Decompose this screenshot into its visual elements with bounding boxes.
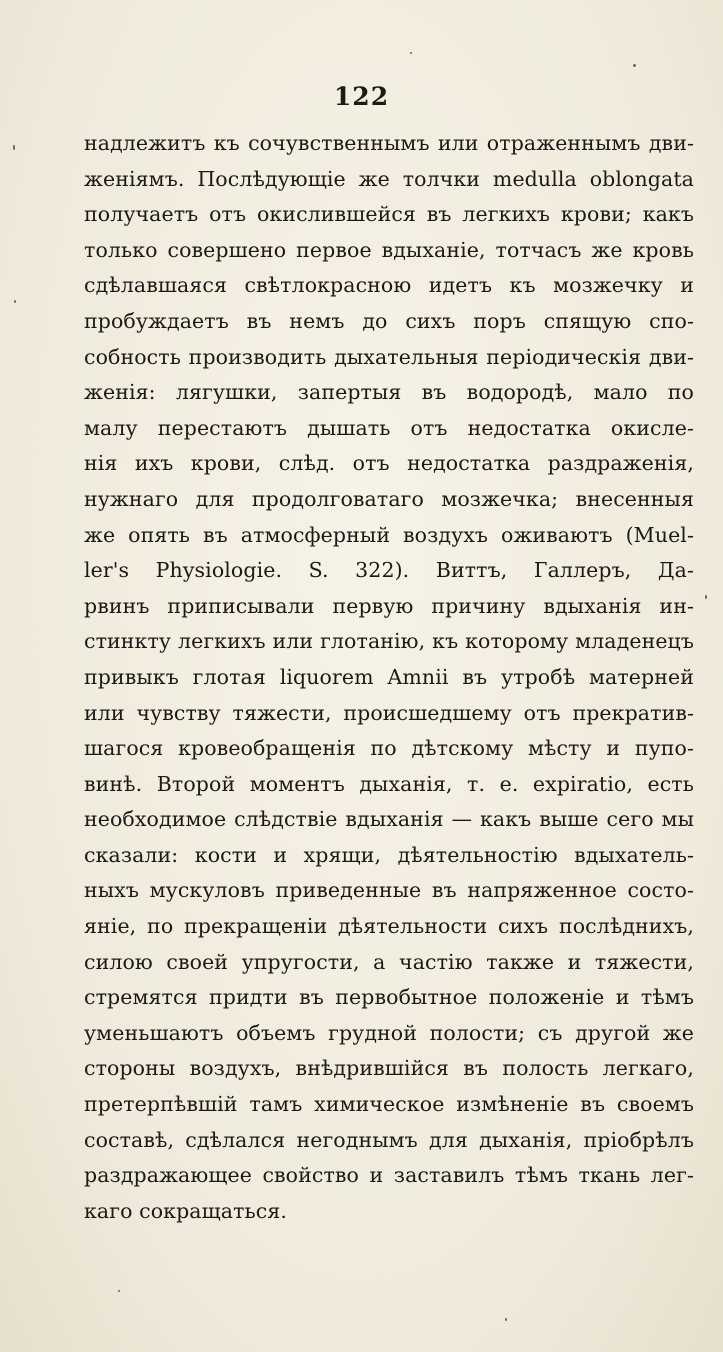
text-line: собность производить дыхательныя періодическія дви-: [84, 344, 694, 369]
text-line: сказали: кости и хрящи, дѣятельностію вдыхатель-: [84, 842, 694, 867]
text-line: или чувству тяжести, происшедшему отъ прекратив-: [84, 700, 694, 725]
text-line: стремятся придти въ первобытное положеніе и тѣмъ: [84, 985, 694, 1010]
text-line: нія ихъ крови, слѣд. отъ недостатка раздраженія,: [84, 451, 694, 476]
text-line: женія: лягушки, запертыя въ водородѣ, мало по: [84, 380, 694, 405]
body-text: [84, 126, 694, 1229]
text-line: сдѣлавшаяся свѣтлокрасною идетъ къ мозжечку и: [84, 273, 694, 298]
text-line: винѣ. Второй моментъ дыханія, т. е. expiratio, есть: [84, 771, 694, 796]
text-line: необходимое слѣдствіе вдыханія — какъ выше сего мы: [84, 807, 694, 832]
text-line: каго сокращаться.: [84, 1198, 288, 1223]
text-line: ныхъ мускуловъ приведенные въ напряженное состо-: [84, 878, 694, 903]
page-number: 122: [333, 82, 390, 111]
text-line: надлежитъ къ сочувственнымъ или отраженнымъ дви-: [84, 131, 694, 155]
text-line: шагося кровеобращенія по дѣтскому мѣсту и пупо-: [84, 736, 694, 761]
text-line: получаетъ отъ окислившейся въ легкихъ крови; какъ: [84, 202, 694, 227]
text-line: пробуждаетъ въ немъ до сихъ поръ спящую спо-: [84, 308, 694, 333]
text-line: силою своей упругости, а частію также и тяжести,: [84, 949, 694, 974]
text-line: женіямъ. Послѣдующіе же толчки medulla oblongata: [84, 166, 694, 191]
text-line: же опять въ атмосферный воздухъ оживаютъ (Muel-: [84, 522, 694, 547]
text-line: уменьшаютъ объемъ грудной полости; съ другой же: [84, 1020, 694, 1045]
text-line: ler's Physiologie. S. 322). Виттъ, Галлеръ, Да-: [84, 558, 694, 583]
text-line: стороны воздухъ, внѣдрившійся въ полость легкаго,: [84, 1056, 694, 1081]
text-line: привыкъ глотая liquorem Amnii въ утробѣ матерней: [84, 664, 694, 689]
text-line: стинкту легкихъ или глотанію, къ которому младенецъ: [84, 629, 694, 654]
text-line: претерпѣвшій тамъ химическое измѣненіе въ своемъ: [84, 1092, 694, 1117]
text-line: яніе, по прекращеніи дѣятельности сихъ послѣднихъ,: [84, 914, 694, 939]
text-line: нужнаго для продолговатаго мозжечка; внесенныя: [84, 486, 694, 511]
text-line: только совершено первое вдыханіе, тотчасъ же кровь: [84, 237, 694, 262]
text-line: раздражающее свойство и заставилъ тѣмъ ткань лег-: [84, 1163, 694, 1188]
text-line: рвинъ приписывали первую причину вдыханія ин-: [84, 593, 694, 618]
text-line: малу перестаютъ дышать отъ недостатка окисле-: [84, 415, 694, 440]
text-line: составѣ, сдѣлался негоднымъ для дыханія, пріобрѣлъ: [84, 1127, 694, 1152]
